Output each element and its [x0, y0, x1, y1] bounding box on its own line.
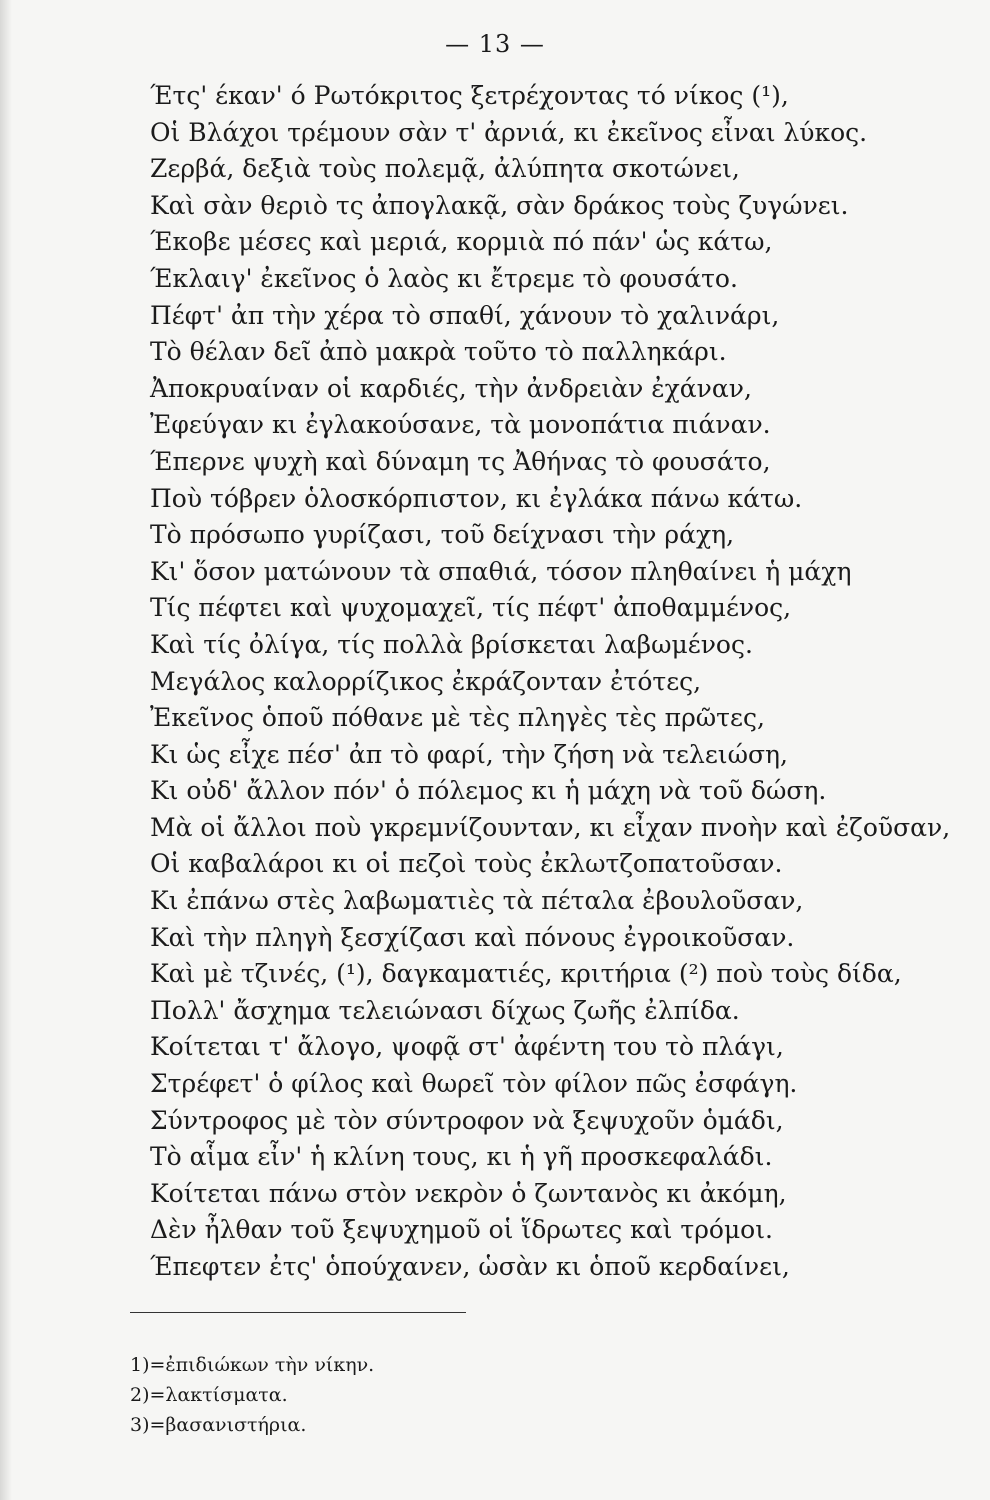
footnote-divider: [130, 1312, 466, 1313]
poem-line: Κι ὡς εἶχε πέσ' ἀπ τὸ φαρί, τὴν ζήση νὰ τελειώση,: [150, 739, 788, 769]
poem-line: Σύντροφος μὲ τὸν σύντροφον νὰ ξεψυχοῦν ὁμάδι,: [150, 1105, 784, 1135]
page-number: — 13 —: [445, 30, 545, 58]
poem-line: Τὸ πρόσωπο γυρίζασι, τοῦ δείχνασι τὴν ράχη,: [150, 520, 735, 550]
poem-line: Τὸ θέλαν δεῖ ἀπὸ μακρὰ τοῦτο τὸ παλληκάρι.: [150, 337, 727, 367]
poem-line: Κι οὐδ' ἄλλον πόν' ὁ πόλεμος κι ἡ μάχη νὰ τοῦ δώση.: [150, 776, 827, 806]
page-edge-shadow: [0, 0, 12, 1500]
poem-line: Ζερβά, δεξιὰ τοὺς πολεμᾷ, ἀλύπητα σκοτώνει,: [150, 154, 740, 184]
poem-line: Τίς πέφτει καὶ ψυχομαχεῖ, τίς πέφτ' ἀποθαμμένος,: [150, 593, 792, 623]
poem-line: Δὲν ἦλθαν τοῦ ξεψυχημοῦ οἱ ἵδρωτες καὶ τρόμοι.: [150, 1215, 773, 1245]
footnote: 2)=λακτίσματα.: [130, 1384, 288, 1406]
poem-line: Πολλ' ἄσχημα τελειώνασι δίχως ζωῆς ἐλπίδα.: [150, 995, 740, 1025]
poem-line: Έπερνε ψυχὴ καὶ δύναμη τς Ἀθήνας τὸ φουσάτο,: [150, 446, 771, 476]
footnote: 1)=ἐπιδιώκων τὴν νίκην.: [130, 1354, 375, 1376]
poem-line: Καὶ τίς ὀλίγα, τίς πολλὰ βρίσκεται λαβωμένος.: [150, 629, 753, 659]
poem-line: Έκοβε μέσες καὶ μεριά, κορμιὰ πό πάν' ὡς κάτω,: [150, 227, 773, 257]
poem-line: Καὶ τὴν πληγὴ ξεσχίζασι καὶ πόνους ἐγροικοῦσαν.: [150, 922, 795, 952]
poem-line: Μὰ οἱ ἄλλοι ποὺ γκρεμνίζουνταν, κι εἶχαν πνοὴν καὶ ἐζοῦσαν,: [150, 812, 951, 842]
poem-text: [150, 78, 951, 1286]
footnote: 3)=βασανιστήρια.: [130, 1414, 307, 1436]
footnotes: [130, 1350, 630, 1440]
poem-line: Ποὺ τόβρεν ὁλοσκόρπιστον, κι ἐγλάκα πάνω κάτω.: [150, 483, 803, 513]
poem-line: Οἱ καβαλάροι κι οἱ πεζοὶ τοὺς ἐκλωτζοπατοῦσαν.: [150, 849, 783, 879]
poem-line: Έτς' έκαν' ό Ρωτόκριτος ξετρέχοντας τό νίκος (¹),: [150, 81, 789, 110]
poem-line: Κι ἐπάνω στὲς λαβωματιὲς τὰ πέταλα ἐβουλοῦσαν,: [150, 886, 804, 916]
poem-line: Έπεφτεν ἐτς' ὁπούχανεν, ὡσὰν κι ὁποῦ κερδαίνει,: [150, 1252, 790, 1281]
poem-line: Ἐφεύγαν κι ἐγλακούσανε, τὰ μονοπάτια πιάναν.: [150, 410, 771, 440]
poem-line: Καὶ σὰν θεριὸ τς ἀπογλακᾷ, σὰν δράκος τοὺς ζυγώνει.: [150, 190, 849, 220]
poem-line: Καὶ μὲ τζινές, (¹), δαγκαματιές, κριτήρια (²) ποὺ τοὺς δίδα,: [150, 959, 902, 989]
poem-line: Πέφτ' ἀπ τὴν χέρα τὸ σπαθί, χάνουν τὸ χαλινάρι,: [150, 300, 780, 330]
poem-line: Κοίτεται πάνω στὸν νεκρὸν ὁ ζωντανὸς κι ἀκόμη,: [150, 1178, 787, 1208]
poem-line: Οἱ Βλάχοι τρέμουν σὰν τ' ἀρνιά, κι ἐκεῖνος εἶναι λύκος.: [150, 117, 868, 147]
poem-line: Ἀποκρυαίναν οἱ καρδιές, τὴν ἀνδρειὰν ἐχάναν,: [150, 373, 752, 403]
poem-line: Έκλαιγ' ἐκεῖνος ὁ λαὸς κι ἔτρεμε τὸ φουσάτο.: [150, 263, 738, 293]
poem-line: Στρέφετ' ὁ φίλος καὶ θωρεῖ τὸν φίλον πῶς ἐσφάγη.: [150, 1069, 798, 1099]
poem-line: Μεγάλος καλορρίζικος ἐκράζονταν ἐτότες,: [150, 666, 702, 696]
poem-line: Ἐκεῖνος ὁποῦ πόθανε μὲ τὲς πληγὲς τὲς πρῶτες,: [150, 703, 765, 733]
poem-line: Κι' ὅσον ματώνουν τὰ σπαθιά, τόσον πληθαίνει ἡ μάχη: [150, 556, 852, 586]
poem-line: Τὸ αἷμα εἶν' ἡ κλίνη τους, κι ἡ γῆ προσκεφαλάδι.: [150, 1142, 773, 1172]
poem-line: Κοίτεται τ' ἄλογο, ψοφᾷ στ' ἀφέντη του τὸ πλάγι,: [150, 1032, 784, 1062]
